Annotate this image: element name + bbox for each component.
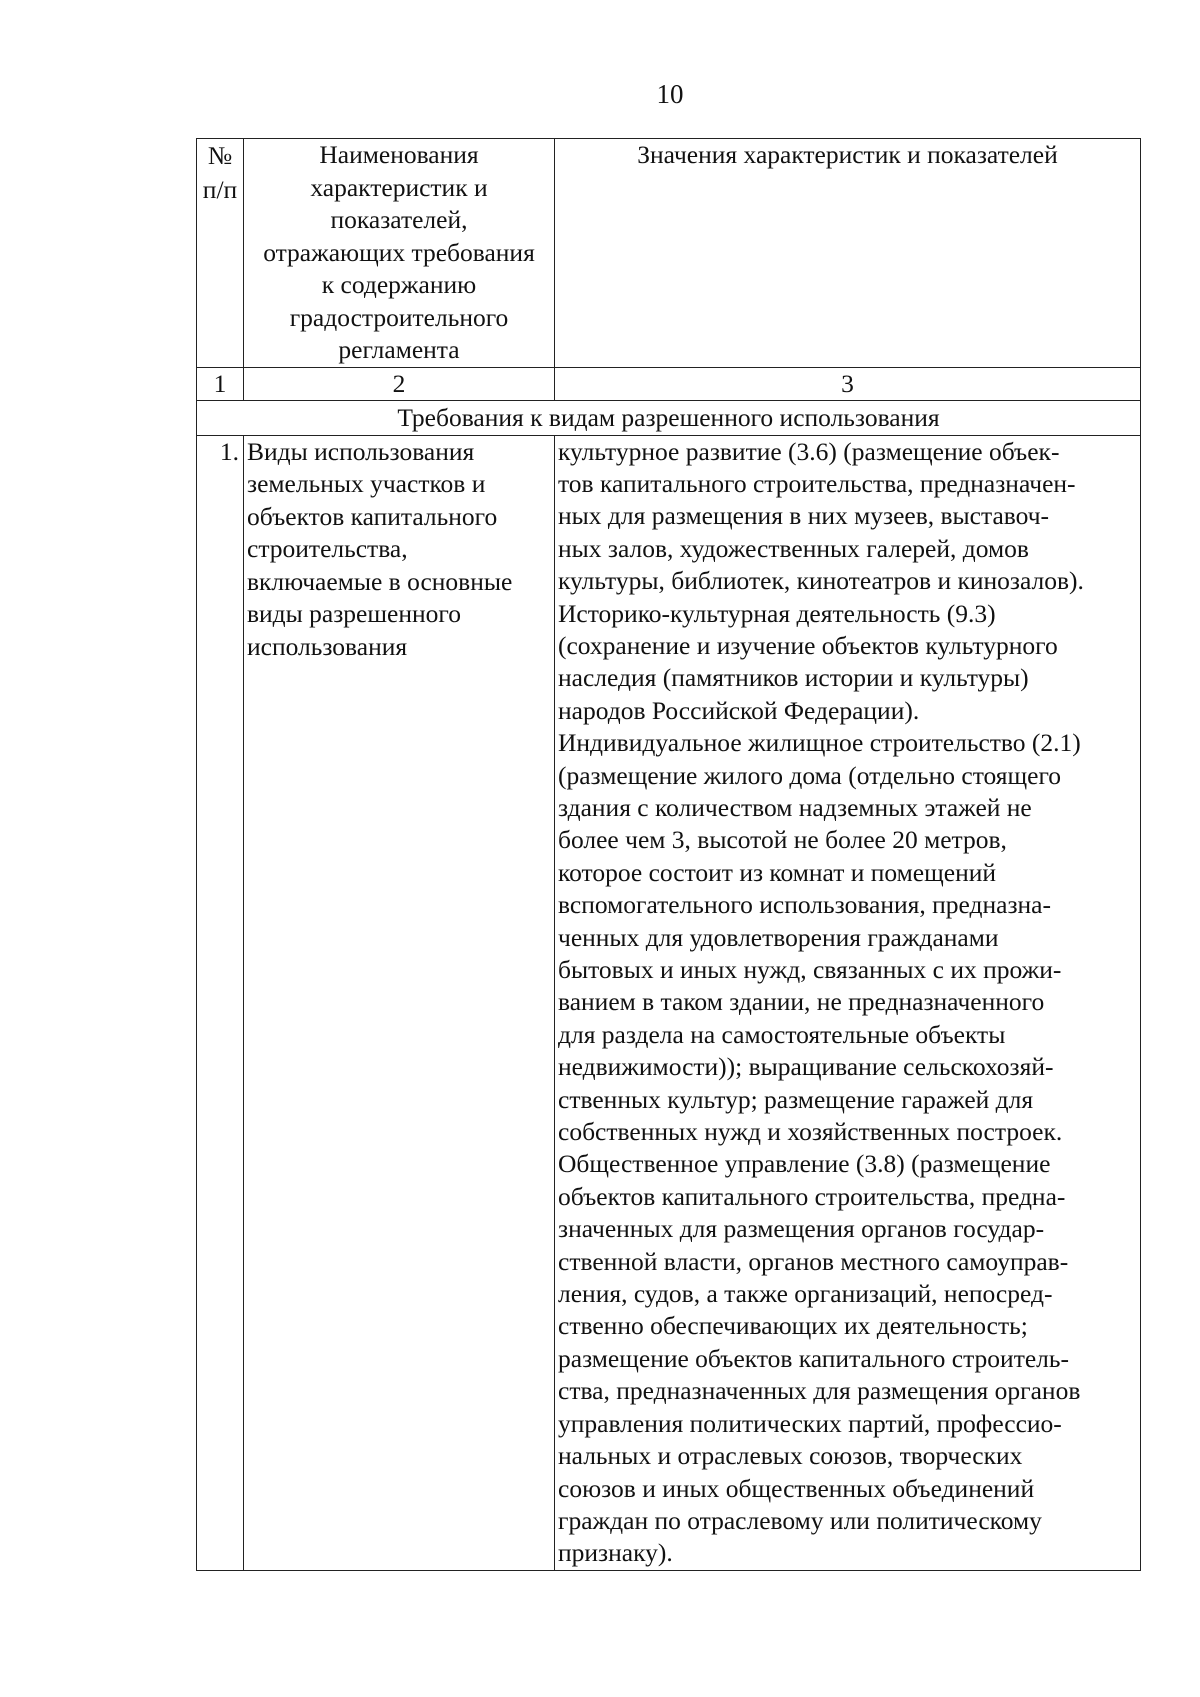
row-value-line: собственных нужд и хозяйственных построек.	[558, 1117, 1063, 1147]
header-number-label-line: п/п	[202, 175, 238, 204]
row-value-line: нальных и отраслевых союзов, творческих	[558, 1441, 1023, 1471]
row-value-line: (размещение жилого дома (отдельно стоящего	[558, 760, 1062, 790]
row-value-line: ственной власти, органов местного самоуправ-	[558, 1246, 1069, 1276]
row-value-line: управления политических партий, профессио-	[558, 1408, 1062, 1438]
header-name-label-line: отражающих требования	[263, 237, 535, 267]
row-value-line: Историко-культурная деятельность (9.3)	[558, 598, 996, 628]
header-name-label-line: градостроительного	[289, 302, 509, 332]
row-value-line: значенных для размещения органов государ-	[558, 1214, 1045, 1244]
table-row	[197, 435, 1141, 1570]
header-name-label-line: Наименования	[319, 140, 479, 169]
row-name-line: включаемые в основные	[247, 566, 513, 596]
header-value-label: Значения характеристик и показателей	[637, 140, 1058, 169]
row-value-line: для раздела на самостоятельные объекты	[558, 1019, 1006, 1049]
row-value-line: которое состоит из комнат и помещений	[558, 857, 997, 887]
row-value-line: ственно обеспечивающих их деятельность;	[558, 1311, 1028, 1341]
row-name-line: объектов капитального	[247, 501, 498, 531]
row-value-line: ченных для удовлетворения гражданами	[558, 922, 999, 952]
row-name-line: использования	[247, 631, 408, 661]
header-name-label-line: показателей,	[330, 205, 468, 234]
row-value-line: ственных культур; размещение гаражей для	[558, 1084, 1034, 1114]
row-value-line: Индивидуальное жилищное строительство (2.1)	[558, 728, 1081, 758]
row-name-line: виды разрешенного	[247, 599, 461, 628]
row-value-line: тов капитального строительства, предназначен-	[558, 468, 1076, 498]
row-name-cell	[244, 435, 555, 1570]
header-number-cell	[197, 139, 244, 368]
row-value-line: вспомогательного использования, предназна-	[558, 890, 1051, 920]
row-value-line: бытовых и иных нужд, связанных с их прожи-	[558, 955, 1062, 984]
header-name-label-line: к содержанию	[321, 270, 477, 299]
row-value-line: народов Российской Федерации).	[558, 695, 920, 725]
header-value-cell	[555, 139, 1141, 368]
row-name-line: земельных участков и	[247, 469, 486, 498]
table-header-row	[197, 139, 1141, 368]
column-number-cell: 2	[244, 367, 555, 400]
column-number-cell: 1	[197, 367, 244, 400]
row-value-line: недвижимости)); выращивание сельскохозяй-	[558, 1052, 1054, 1082]
row-value-line: союзов и иных общественных объединений	[558, 1473, 1035, 1503]
row-value-cell	[555, 435, 1141, 1570]
column-numbers-row	[197, 367, 1141, 400]
section-title-row	[197, 400, 1141, 435]
row-value-line: Общественное управление (3.8) (размещение	[558, 1149, 1051, 1179]
page-number: 10	[656, 79, 684, 109]
row-name-line: Виды использования	[247, 436, 475, 466]
row-value-line: более чем 3, высотой не более 20 метров,	[558, 825, 1007, 855]
row-value-line: здания с количеством надземных этажей не	[558, 792, 1032, 822]
header-name-cell	[244, 139, 555, 368]
header-name-label-line: регламента	[338, 335, 460, 364]
header-name-label-line: характеристик и	[310, 172, 488, 202]
row-value-line: культуры, библиотек, кинотеатров и кинозалов).	[558, 566, 1084, 596]
row-number: 1.	[197, 435, 244, 1570]
row-value-line: ства, предназначенных для размещения органов	[558, 1376, 1081, 1406]
row-value-line: ных залов, художественных галерей, домов	[558, 533, 1029, 563]
row-value-line: (сохранение и изучение объектов культурного	[558, 630, 1058, 660]
row-value-line: размещение объектов капитального строитель-	[558, 1343, 1069, 1373]
row-value-line: ванием в таком здании, не предназначенного	[558, 987, 1045, 1017]
row-value-line: культурное развитие (3.6) (размещение объек-	[558, 436, 1060, 466]
section-title: Требования к видам разрешенного использования	[197, 400, 1141, 435]
header-number-label-line: №	[207, 141, 233, 170]
row-value-line: объектов капитального строительства, предна-	[558, 1181, 1066, 1211]
requirements-table	[196, 138, 1141, 1571]
row-value-line: наследия (памятников истории и культуры)	[558, 663, 1029, 693]
row-value-line: ных для размещения в них музеев, выставоч-	[558, 501, 1050, 531]
row-value-line: ления, судов, а также организаций, непосред-	[558, 1279, 1053, 1309]
column-number-cell: 3	[555, 367, 1141, 400]
row-name-line: строительства,	[247, 534, 408, 563]
row-value-line: граждан по отраслевому или политическому	[558, 1505, 1042, 1535]
row-value-line: признаку).	[558, 1538, 673, 1568]
